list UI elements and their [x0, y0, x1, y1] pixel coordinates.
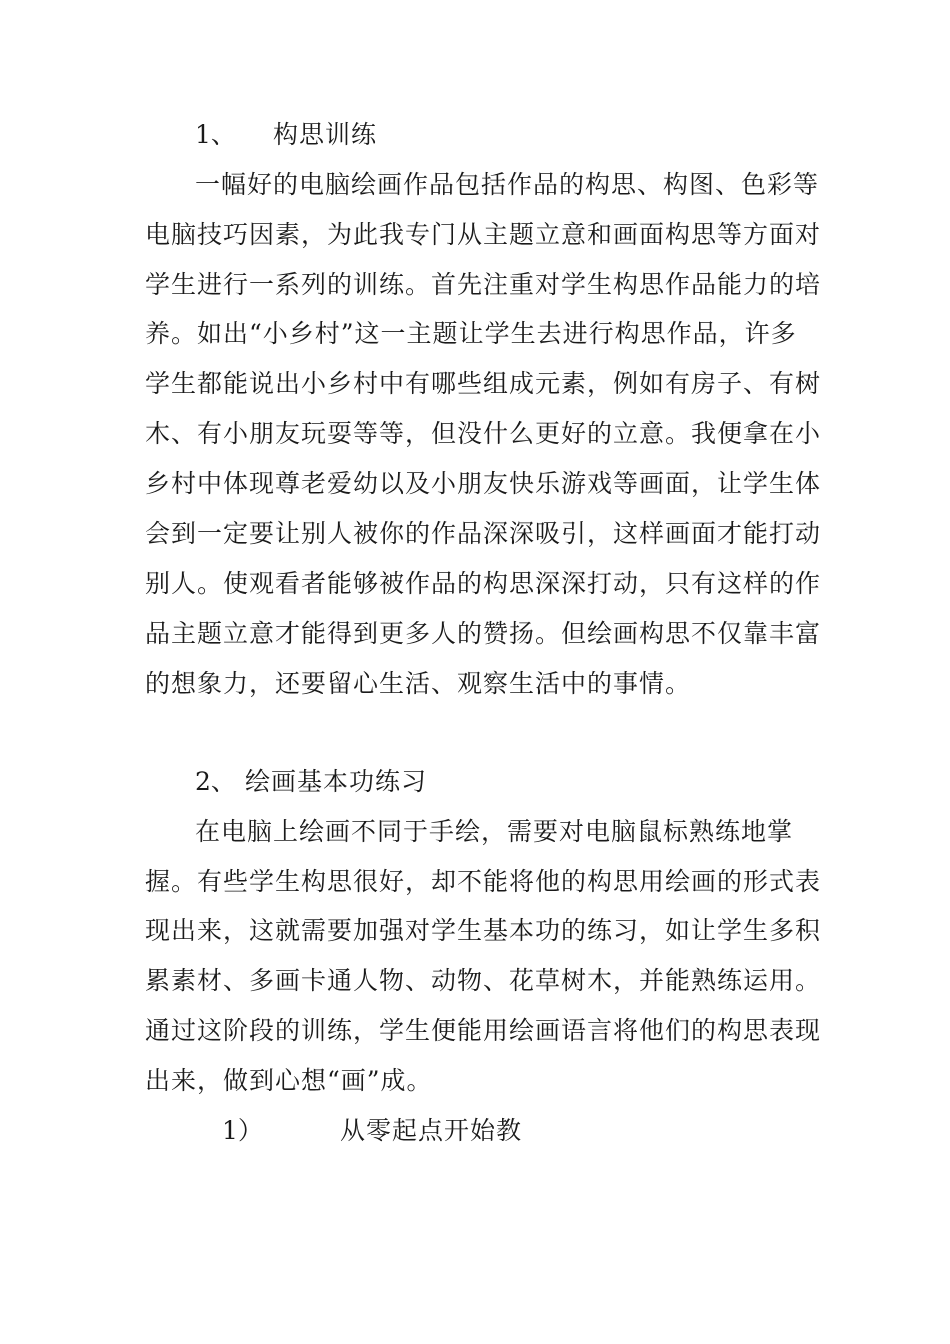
section-1-line-8: 会到一定要让别人被你的作品深深吸引，这样画面才能打动: [145, 519, 822, 548]
section-2-line-3: 现出来，这就需要加强对学生基本功的练习，如让学生多积: [145, 916, 822, 945]
section-2-heading: 绘画基本功练习: [245, 767, 428, 796]
section-1-line-11: 的想象力，还要留心生活、观察生活中的事情。: [145, 669, 692, 698]
section-1-line-6: 木、有小朋友玩耍等等，但没什么更好的立意。我便拿在小: [145, 419, 822, 448]
section-1-line-1: 一幅好的电脑绘画作品包括作品的构思、构图、色彩等: [195, 170, 820, 199]
subsection-1-number: 1）: [222, 1116, 263, 1145]
section-1-line-2: 电脑技巧因素，为此我专门从主题立意和画面构思等方面对: [145, 220, 822, 249]
section-2-line-1: 在电脑上绘画不同于手绘，需要对电脑鼠标熟练地掌: [195, 817, 794, 846]
section-1-line-3: 学生进行一系列的训练。首先注重对学生构思作品能力的培: [145, 270, 822, 299]
section-2-line-5: 通过这阶段的训练，学生便能用绘画语言将他们的构思表现: [145, 1016, 822, 1045]
section-1-line-7: 乡村中体现尊老爱幼以及小朋友快乐游戏等画面，让学生体: [145, 469, 822, 498]
section-2-line-6: 出来，做到心想“画”成。: [145, 1066, 433, 1095]
section-2-number: 2、: [195, 767, 236, 796]
section-2-line-4: 累素材、多画卡通人物、动物、花草树木，并能熟练运用。: [145, 966, 822, 995]
section-1-line-9: 别人。使观看者能够被作品的构思深深打动，只有这样的作: [145, 569, 822, 598]
section-2-line-2: 握。有些学生构思很好，却不能将他的构思用绘画的形式表: [145, 867, 822, 896]
section-1-line-5: 学生都能说出小乡村中有哪些组成元素，例如有房子、有树: [145, 369, 822, 398]
section-1-number: 1、: [195, 120, 236, 149]
section-1-line-10: 品主题立意才能得到更多人的赞扬。但绘画构思不仅靠丰富: [145, 619, 822, 648]
section-1-line-4: 养。如出“小乡村”这一主题让学生去进行构思作品，许多: [145, 319, 797, 348]
section-1-heading: 构思训练: [273, 120, 378, 149]
subsection-1-heading: 从零起点开始教: [340, 1116, 523, 1145]
